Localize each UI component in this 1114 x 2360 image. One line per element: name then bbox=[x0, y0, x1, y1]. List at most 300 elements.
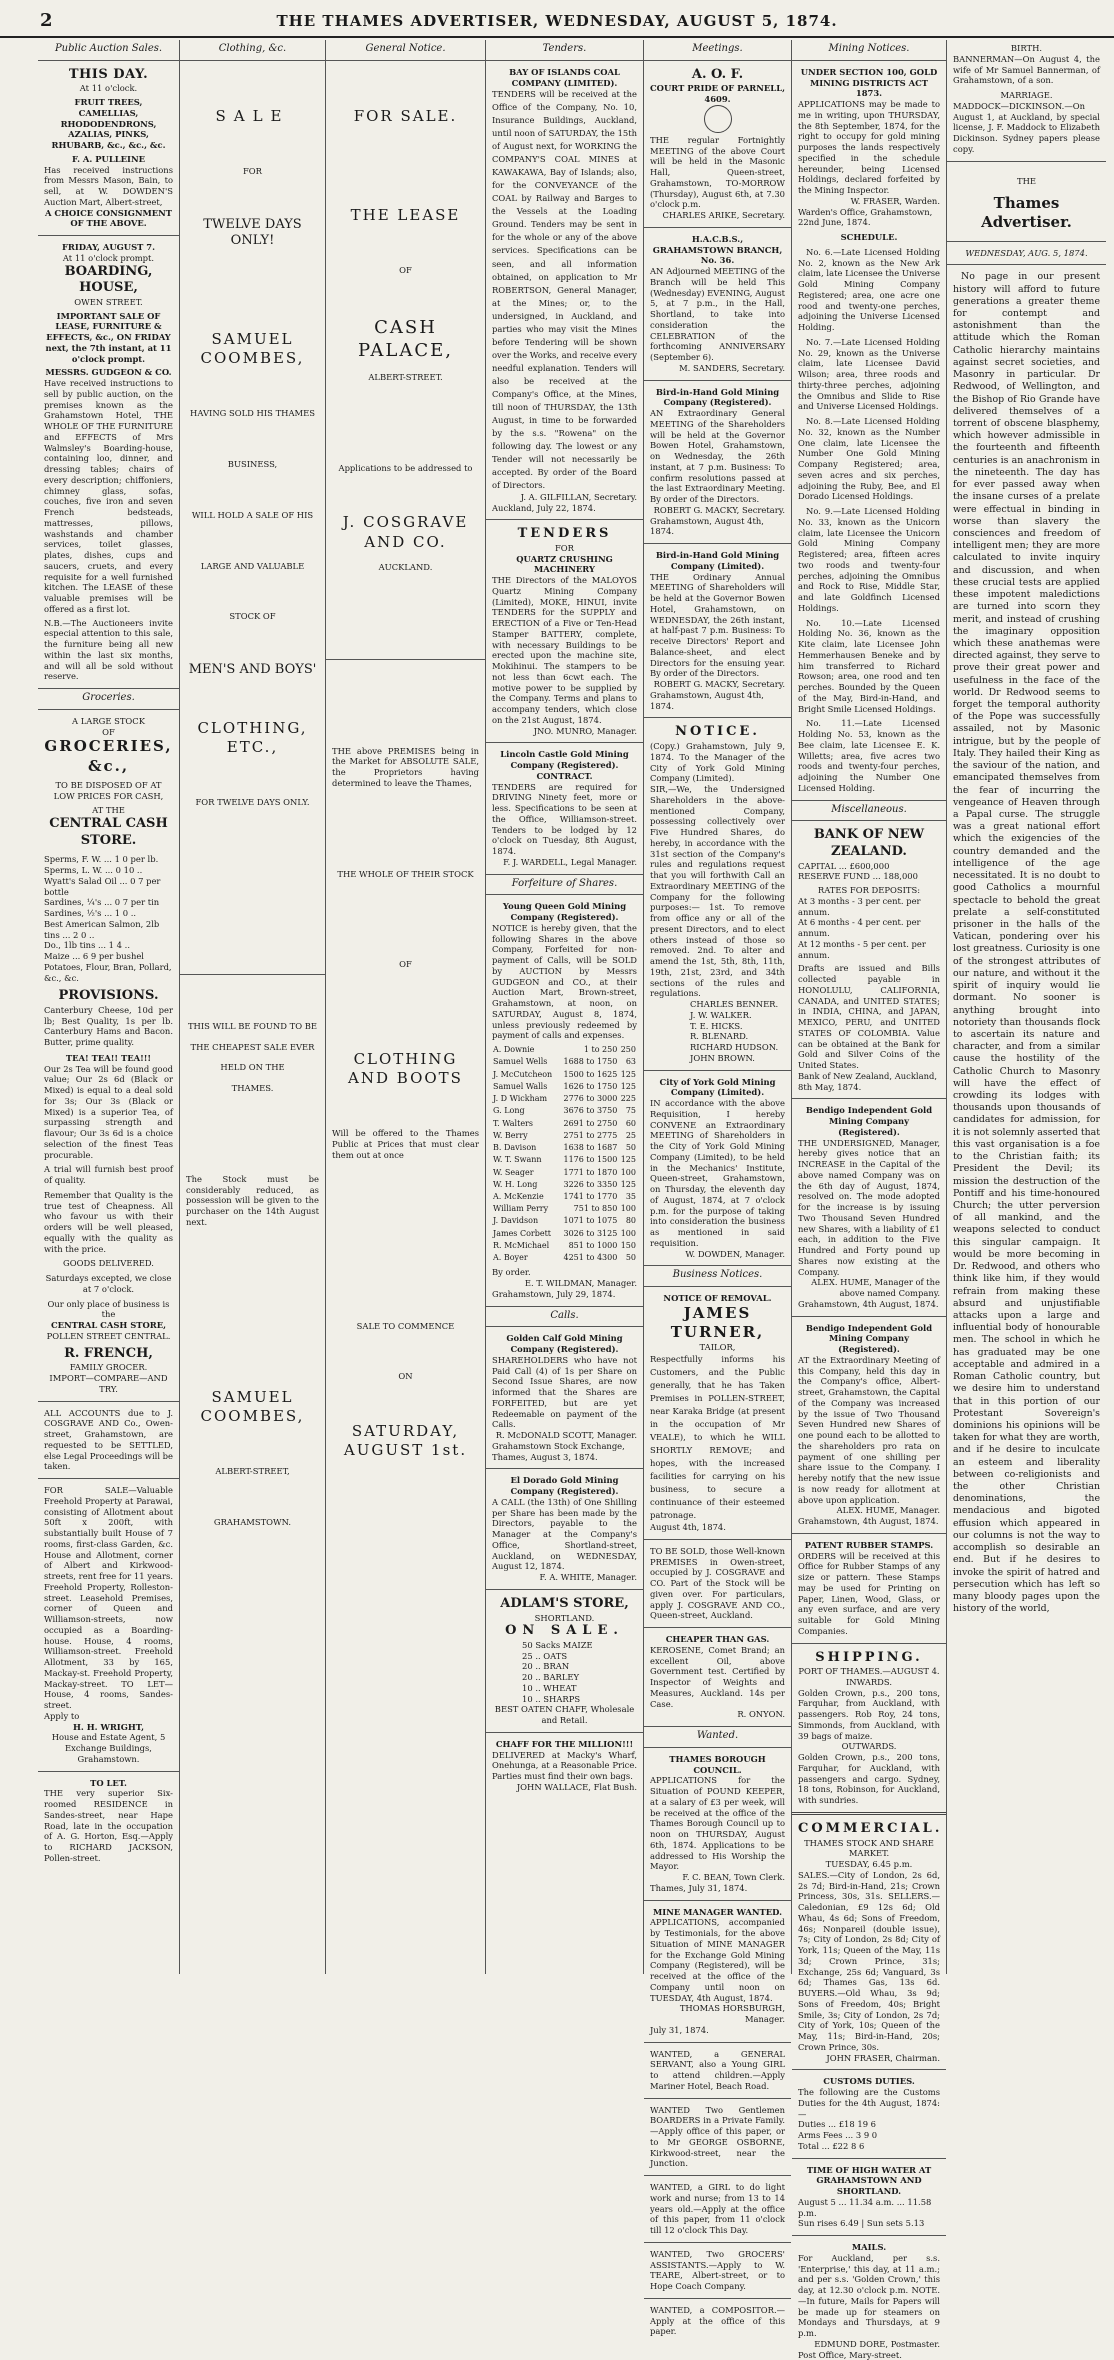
of-line: OF bbox=[399, 265, 412, 276]
share-row bbox=[492, 1130, 637, 1142]
grocer-title: FAMILY GROCER. bbox=[69, 1362, 148, 1373]
column-general bbox=[326, 40, 486, 1974]
shareholder-name: B. Davison bbox=[493, 1143, 537, 1153]
outwards-text: Golden Crown, p.s., 200 tons, Farquhar, for Auckland, with passengers and cargo. Sydney, 18 tons, Robinson, for Auckland, with sundries. bbox=[798, 1752, 940, 1806]
customs-row: Total ... £22 8 6 bbox=[798, 2140, 865, 2151]
share-row bbox=[492, 1044, 637, 1056]
sale-items bbox=[492, 1640, 637, 1705]
share-range: 1 to 250 bbox=[583, 1045, 618, 1055]
coombes-name: SAMUEL COOMBES, bbox=[200, 1387, 305, 1425]
golden-title: Golden Calf Gold Mining Company (Registered). bbox=[506, 1333, 623, 1355]
exchange-text: SALES.—City of London, 2s 6d, 2s 7d; Bird-in-Hand, 21s; Crown Princess, 30s, 31s. SELLERS.—Caledonian, £9 12s 6d; Old Whau, 4s 6d; Sons of Freedom, 46s; Nonpareil (double issue), 7s; City of London, 2s 8d; City of York, 11s; Queen of the May, 11s 3d; Crown Prince, 31s; Exchange, 25s 6d; Vanguard, 3s 6d; Thames Gas, 13s 6d. BUYERS.—Old Whau, 3s 9d; Sons of Freedom, 40s; Bright Smile, 3s; City of London, 2s 7d; City of York, 10s; Queen of the May, 11s; Bird-in-Hand, 20s; Crown Prince, 30s. bbox=[798, 1869, 940, 2052]
stock-of: STOCK OF bbox=[229, 611, 276, 622]
council-date: Thames, July 31, 1874. bbox=[650, 1882, 748, 1893]
bird-body: AN Extraordinary General MEETING of the Shareholders will be held at the Governor Bowen Hotel, Grahamstown, on Wednesday, the 26th instant, at 7 p.m. Business: To confirm resolutions passed at the last Extraordinary Meeting. By order of the Directors. bbox=[650, 408, 785, 505]
signatory: R. BLENARD. bbox=[690, 1031, 749, 1042]
york-title: City of York Gold Mining Company (Limited). bbox=[659, 1076, 776, 1098]
customs-row: Arms Fees ... 3 9 0 bbox=[798, 2130, 878, 2141]
tender-signature: J. A. GILFILLAN, Secretary. bbox=[520, 491, 637, 502]
mails-heading: MAILS. bbox=[851, 2242, 887, 2253]
tolet-heading: TO LET. bbox=[90, 1777, 127, 1788]
customs-text: The following are the Customs Duties for the 4th August, 1874:— bbox=[798, 2087, 940, 2119]
quartz-body: THE Directors of the MALOYOS Quartz Mining Company (Limited), MOKE, HINUI, invite TENDERS for the SUPPLY and ERECTION of a Five or Ten-Head Stamper BATTERY, complete, with necessary Buildings to be erected upon the machine site, Mokihinui. The stampers to be not less than 6cwt each. The motive power to be supplied by the Company. Terms and plans to accompany tenders, which close on the 21st August, 1874. bbox=[492, 575, 637, 725]
shareholder-name: William Perry bbox=[493, 1204, 549, 1214]
shareholder-name: Samuel Wells bbox=[493, 1057, 548, 1067]
sale-commence: SALE TO COMMENCE bbox=[356, 1320, 455, 1331]
customs-heading: CUSTOMS DUTIES. bbox=[823, 2076, 915, 2087]
golden-signature: R. McDONALD SCOTT, Manager. bbox=[495, 1430, 637, 1441]
editorial-date: WEDNESDAY, AUG. 5, 1874. bbox=[965, 247, 1088, 258]
under-body: APPLICATIONS may be made to me in writing, upon THURSDAY, the 8th September, 1874, for the right to occupy for gold mining purposes the lands respectively specified in the schedule hereunder, being Licensed Holdings, declared forfeited by the Mining Inspector. bbox=[798, 99, 940, 196]
share-count: 25 bbox=[625, 1130, 636, 1140]
inwards-heading: INWARDS. bbox=[846, 1676, 892, 1687]
signatory: J. W. WALKER. bbox=[690, 1009, 752, 1020]
bendigo2-body: AT the Extraordinary Meeting of this Company, held this day in the Company's office, Albert-street, Grahamstown, the Capital of the Company was increased by the issue of Two Thousand Seven Hundred new Shares of one pound each to be allotted to the shareholders pro rata on payment of one shilling per share issue to the Company. I hereby notify that the new issue is now ready for allotment at above upon application. bbox=[798, 1354, 940, 1505]
signatory: CHARLES BENNER. bbox=[690, 999, 779, 1010]
wanted-boarders: WANTED Two Gentlemen BOARDERS in a Private Family.—Apply office of this paper, or to Mr GEORGE OSBORNE, Kirkwood-street, near the Junction. bbox=[650, 2104, 785, 2169]
auckland-line: AUCKLAND. bbox=[378, 561, 433, 572]
signatory: RICHARD HUDSON. bbox=[690, 1042, 779, 1053]
turner-name: JAMES TURNER, bbox=[670, 1303, 765, 1342]
lincoln-signature: F. J. WARDELL, Legal Manager. bbox=[503, 856, 637, 867]
marriage-heading: MARRIAGE. bbox=[1000, 90, 1053, 100]
price-row: Sardines, ¼'s ... 0 7 per tin bbox=[44, 897, 160, 908]
paper-title: Thames Advertiser. bbox=[981, 194, 1072, 232]
york-signature: W. DOWDEN, Manager. bbox=[685, 1248, 785, 1259]
under-title: UNDER SECTION 100, GOLD MINING DISTRICTS ACT 1873. bbox=[800, 66, 938, 99]
share-count: 125 bbox=[620, 1155, 636, 1165]
shareholder-name: J. Davidson bbox=[493, 1216, 539, 1226]
dorado-body: A CALL (the 13th) of One Shilling per Share has been made by the Directors, payable to the Manager at the Company's Office, Shortland-street, Auckland, on WEDNESDAY, August 12, 1874. bbox=[492, 1496, 637, 1572]
council-body: APPLICATIONS for the Situation of POUND KEEPER, at a salary of £3 per week, will be received at the office of the Thames Borough Council up to noon on THURSDAY, August 6th, 1874. Applications to be addressed to His Worship the Mayor. bbox=[650, 1775, 785, 1872]
dorado-title: El Dorado Gold Mining Company (Registered). bbox=[510, 1475, 619, 1497]
warden-office: Warden's Office, Grahamstown, 22nd June, 1874. bbox=[798, 206, 933, 228]
notice-heading: NOTICE. bbox=[675, 724, 760, 740]
albert-street: ALBERT-STREET. bbox=[368, 371, 443, 382]
share-range: 2751 to 2775 bbox=[563, 1130, 618, 1140]
bendigo2-date: Grahamstown, 4th August, 1874. bbox=[798, 1516, 939, 1527]
tender-date: Auckland, July 22, 1874. bbox=[492, 502, 596, 513]
turner-date: August 4th, 1874. bbox=[650, 1522, 726, 1533]
shipping-heading: SHIPPING. bbox=[815, 1649, 923, 1665]
share-range: 1071 to 1075 bbox=[563, 1216, 618, 1226]
stock-line: A LARGE STOCK bbox=[72, 715, 145, 726]
mine-body: APPLICATIONS, accompanied by Testimonials, for the above Situation of MINE MANAGER for the Exchange Gold Mining Company (Registered), will be received at the office of the Company until noon on TUESDAY, 4th August, 1874. bbox=[650, 1917, 785, 2003]
price-row: Do., 1lb tins ... 1 4 .. bbox=[44, 940, 130, 951]
section-header: Mining Notices. bbox=[792, 40, 946, 61]
saturdays-text: Saturdays excepted, we close at 7 o'clock. bbox=[45, 1273, 172, 1294]
removal-heading: NOTICE OF REMOVAL. bbox=[663, 1293, 772, 1304]
share-row bbox=[492, 1228, 637, 1240]
share-count: 225 bbox=[620, 1094, 636, 1104]
tea-heading: TEA! TEA!! TEA!!! bbox=[65, 1052, 152, 1063]
warden-signature: W. FRASER, Warden. bbox=[850, 195, 940, 206]
bendigo-body: THE UNDERSIGNED, Manager, hereby gives notice that an INCREASE in the Capital of the above named Company was on the 6th day of August, 1874, resolved on. The mode adopted for the increase is by issuing Two Thousand Seven Hundred new Shares, with a liability of £1 each, in addition to the Five Hundred and Forty pound up Shares now existing at the Company. bbox=[798, 1137, 940, 1277]
price-row: Sardines, ½'s ... 1 0 .. bbox=[44, 908, 137, 919]
birth-text: BANNERMAN—On August 4, the wife of Mr Samuel Bannerman, of Grahamstown, of a son. bbox=[953, 53, 1100, 86]
cheaper-heading: CHEAPER THAN GAS. bbox=[665, 1634, 770, 1645]
sale-item: 10 .. WHEAT bbox=[522, 1682, 577, 1693]
share-row bbox=[492, 1142, 637, 1154]
share-range: 2776 to 3000 bbox=[563, 1094, 618, 1104]
bird2-title: Bird-in-Hand Gold Mining Company (Limited). bbox=[655, 550, 780, 571]
schedule-heading: SCHEDULE. bbox=[840, 232, 898, 243]
share-row bbox=[492, 1203, 637, 1215]
twelve-days: TWELVE DAYS ONLY! bbox=[203, 216, 302, 249]
forsale-heading: FOR SALE. bbox=[353, 106, 458, 125]
lease-heading: THE LEASE bbox=[350, 205, 461, 224]
wanted-compositor: WANTED, a COMPOSITOR.—Apply at the office of this paper. bbox=[650, 2304, 785, 2337]
share-range: 751 to 850 bbox=[573, 1204, 618, 1214]
accounts-notice: ALL ACCOUNTS due to J. COSGRAVE AND Co., Owen-street, Grahamstown, are requested to be SETTLED, else Legal Proceedings will be taken. bbox=[44, 1407, 173, 1472]
share-range: 1741 to 1770 bbox=[563, 1192, 618, 1202]
section-header: Wanted. bbox=[644, 1726, 791, 1748]
of-line: OF bbox=[102, 726, 115, 737]
section-header: Groceries. bbox=[38, 688, 179, 710]
share-range: 3026 to 3125 bbox=[563, 1228, 618, 1238]
stock-note: The Stock must be considerably reduced, as possession will be given to the purchaser on the 14th August next. bbox=[186, 1173, 319, 1227]
forsale-notice: FOR SALE—Valuable Freehold Property at Parawai, consisting of Allotment about 50ft x 200ft, with substantially built House of 7 rooms, first-class Garden, &c. House and Allotment, corner of Albert and Kirkwood-streets, rent free for 11 years. Freehold Property, Rolleston-street. Leasehold Premises, corner of Queen and Williamson-streets, now occupied as a Boarding-house. House, 4 rooms, Williamson-street. Freehold Allotment, 33 by 165, Mackay-st. Freehold Property, Mackay-street. TO LET—House, 4 rooms, Sandes-street. bbox=[44, 1485, 173, 1711]
share-count: 80 bbox=[625, 1216, 636, 1226]
share-range: 4251 to 4300 bbox=[563, 1253, 618, 1263]
mine-manager-title: MINE MANAGER WANTED. bbox=[653, 1906, 782, 1917]
ad-title: FRIDAY, AUGUST 7. bbox=[61, 242, 156, 253]
young-body: NOTICE is hereby given, that the following Shares in the above Company, Forfeited for non-payment of Calls, will be SOLD by AUCTION by Messrs GUDGEON and CO., at their Auction Mart, Brown-street, Grahamstown, at noon, on SATURDAY, August 8, 1874, unless previously redeemed by payment of calls and expenses. bbox=[492, 922, 637, 1041]
marriage-text: MADDOCK—DICKINSON.—On August 1, at Auckland, by special license, J. F. Maddock to Elizabeth Dickinson. Sydney papers please copy. bbox=[953, 100, 1100, 154]
patent-body: ORDERS will be received at this Office for Rubber Stamps of any size or pattern. These Stamps may be used for Printing on Paper, Linen, Wood, Glass, or any even surface, and are very suitable for Gold Mining Companies. bbox=[798, 1550, 940, 1636]
section-header: Miscellaneous. bbox=[792, 800, 946, 822]
albert-street: ALBERT-STREET, bbox=[215, 1465, 290, 1476]
tide-row: August 5 ... 11.34 a.m. ... 11.58 p.m. bbox=[798, 2196, 932, 2218]
hacbs-title: H.A.C.B.S., GRAHAMSTOWN BRANCH, No. 36. bbox=[652, 233, 783, 266]
ad-heading: IMPORTANT SALE OF LEASE, FURNITURE & EFFECTS, &c., ON FRIDAY next, the 7th instant, at 11 o'clock prompt. bbox=[45, 310, 172, 364]
post-office: Post Office, Mary-street. bbox=[798, 2349, 902, 2360]
rate-row: At 6 months - 4 per cent. per annum. bbox=[798, 917, 921, 939]
price-list bbox=[44, 854, 173, 983]
cosgrave-heading: J. COSGRAVE AND CO. bbox=[342, 513, 469, 551]
trial-text: A trial will furnish best proof of quality. bbox=[44, 1164, 173, 1186]
shareholder-name: T. Walters bbox=[493, 1118, 533, 1128]
share-row bbox=[492, 1252, 637, 1264]
kerosene-text: KEROSENE, Comet Brand; an excellent Oil, above Government test. Certified by Inspector of Weights and Measures, Auckland. 14s per Case. bbox=[650, 1644, 785, 1709]
tide-heading: TIME OF HIGH WATER AT GRAHAMSTOWN AND SHORTLAND. bbox=[806, 2164, 932, 2197]
share-range: 1638 to 1687 bbox=[563, 1143, 618, 1153]
pollen-street: POLLEN STREET CENTRAL. bbox=[46, 1330, 171, 1341]
lincoln-title: Lincoln Castle Gold Mining Company (Registered). bbox=[500, 749, 629, 771]
sale-heading: SALE bbox=[215, 106, 290, 125]
bird2-body: THE Ordinary Annual MEETING of Shareholders will be held at the Governor Bowen Hotel, Grahamstown, on WEDNESDAY, the 26th instant, at half-past 7 p.m. Business: To receive Directors' Report and Balance-sheet, and elect Directors for the ensuing year. By order of the Directors. bbox=[650, 571, 785, 679]
share-count: 125 bbox=[620, 1069, 636, 1079]
young-signature: E. T. WILDMAN, Manager. bbox=[524, 1278, 637, 1289]
golden-date: Grahamstown Stock Exchange, Thames, August 3, 1874. bbox=[492, 1440, 625, 1462]
golden-body: SHAREHOLDERS who have not Paid Call (4) of 1s per Share on Second Issue Shares, are now informed that the Shares are FORFEITED, but are yet Redeemable on payment of the Calls. bbox=[492, 1354, 637, 1430]
share-count: 125 bbox=[620, 1179, 636, 1189]
applications-line: Applications to be addressed to bbox=[338, 462, 473, 473]
on-line: ON bbox=[398, 1371, 413, 1382]
postmaster-signature: EDMUND DORE, Postmaster. bbox=[814, 2338, 940, 2349]
bendigo2-signature: ALEX. HUME, Manager. bbox=[836, 1505, 940, 1516]
onsale-heading: ON SALE. bbox=[505, 1623, 624, 1639]
hacbs-body: AN Adjourned MEETING of the Branch will be held This (Wednesday) EVENING, August 5, at 7 p.m., in the Hall, Shortland, to take into consideration the CELEBRATION of the forthcoming ANNIVERSARY (September 6). bbox=[650, 266, 785, 363]
exchange-heading: THAMES STOCK AND SHARE MARKET. bbox=[804, 1837, 934, 1859]
signatory: T. E. HICKS. bbox=[690, 1020, 743, 1031]
share-count: 100 bbox=[620, 1167, 636, 1177]
for-line: FOR bbox=[243, 165, 262, 176]
share-row bbox=[492, 1105, 637, 1117]
ad-items: FRUIT TREES, CAMELLIAS, RHODODENDRONS, AZALIAS, PINKS, RHUBARB, &c., &c., &c. bbox=[51, 97, 166, 151]
column-editorial bbox=[947, 40, 1106, 1974]
for-twelve: FOR TWELVE DAYS ONLY. bbox=[195, 797, 310, 808]
tender-title: BAY OF ISLANDS COAL COMPANY (LIMITED). bbox=[509, 66, 620, 88]
ad-time: At 11 o'clock. bbox=[79, 83, 138, 94]
thames-line: THAMES. bbox=[231, 1083, 274, 1094]
wanted-grocers: WANTED, Two GROCERS' ASSISTANTS.—Apply to W. TEARE, Albert-street, or to Hope Coach Company. bbox=[650, 2248, 785, 2292]
patent-heading: PATENT RUBBER STAMPS. bbox=[804, 1539, 934, 1550]
provisions-text: Canterbury Cheese, 10d per lb; Best Quality, 1s per lb. Canterbury Hams and Bacon. Butter, prime quality. bbox=[44, 1004, 173, 1048]
bendigo2-title: Bendigo Independent Gold Mining Company (Registered). bbox=[805, 1322, 933, 1355]
tide-row: Sun rises 6.49 | Sun sets 5.13 bbox=[798, 2218, 925, 2229]
wanted-girl: WANTED, a GIRL to do light work and nurse; from 13 to 14 years old.—Apply at the office of this paper, from 11 o'clock till 12 o'clock This Day. bbox=[650, 2182, 785, 2236]
share-count: 100 bbox=[620, 1204, 636, 1214]
share-count: 35 bbox=[625, 1192, 636, 1202]
share-range: 1176 to 1500 bbox=[563, 1155, 618, 1165]
shareholder-name: J. D Wickham bbox=[493, 1094, 548, 1104]
section-header: Meetings. bbox=[644, 40, 791, 61]
coombes-name: SAMUEL COOMBES, bbox=[200, 329, 305, 368]
schedule-item: No. 11.—Late Licensed Holding No. 53, known as the Bee claim, late Licensee E. K. Willetts; area, five acres two roods and twenty-four perches, adjoining the Number One Licensed Holding. bbox=[798, 718, 940, 793]
share-row bbox=[492, 1069, 637, 1081]
ad-body: Have received instructions to sell by public auction, on the premises known as the Grahamstown Hotel, THE WHOLE OF THE FURNITURE and EFFECTS of Mrs Walmsley's Boarding-house, containing loo, dinner, and dressing tables; chairs of every description; chiffoniers, chimney glass, sofas, couches, five iron and seven French bedsteads, mattresses, pillows, washstands and chamber services, toilet glasses, plates, dishes, cups and saucers, cruets, and every requisite for a well furnished kitchen. The LEASE of these valuable premises will be offered as a first lot. bbox=[44, 378, 173, 614]
signatory: JOHN BROWN. bbox=[690, 1052, 755, 1063]
shareholder-name: A. Boyer bbox=[493, 1253, 528, 1263]
share-range: 1626 to 1750 bbox=[563, 1081, 618, 1091]
bird-date: Grahamstown, August 4th, 1874. bbox=[650, 515, 764, 537]
hacbs-signature: M. SANDERS, Secretary. bbox=[679, 362, 785, 373]
tolet-text: THE very superior Six-roomed RESIDENCE in Sandes-street, near Hape Road, late in the occupation of A. G. Horton, Esq.—Apply to RICHARD JACKSON, Pollen-street. bbox=[44, 1788, 173, 1863]
at-the: AT THE bbox=[92, 805, 125, 816]
auctioneer-name: F. A. PULLEINE bbox=[72, 153, 145, 164]
section-header: Public Auction Sales. bbox=[38, 40, 179, 61]
wallace-signature: JOHN WALLACE, Flat Bush. bbox=[516, 1781, 637, 1792]
price-row: Potatoes, Flour, Bran, Pollard, &c., &c. bbox=[44, 961, 172, 983]
dispose-line: TO BE DISPOSED OF AT LOW PRICES FOR CASH, bbox=[53, 779, 164, 801]
palace-heading: CASH PALACE, bbox=[357, 316, 454, 361]
mine-date: July 31, 1874. bbox=[650, 2024, 709, 2035]
will-hold: WILL HOLD A SALE OF HIS bbox=[191, 509, 314, 520]
import-line: IMPORT—COMPARE—AND TRY. bbox=[49, 1373, 168, 1394]
bird2-signature: ROBERT G. MACKY, Secretary. bbox=[653, 679, 785, 690]
sale-item: 10 .. SHARPS bbox=[522, 1693, 581, 1704]
notice-copy: (Copy.) Grahamstown, July 9, 1874. To the Manager of the City of York Gold Mining Company (Limited). bbox=[650, 741, 785, 784]
young-order: By order. bbox=[492, 1267, 531, 1278]
editorial-text: No page in our present history will afford to future generations a greater theme for contempt and astonishment than the attitude which the Roman Catholic hierarchy maintains against secret societies, and Masonry in particular. Dr Redwood, of Wellington, and the Bishop of Rio Grande have delivered themselves of a torrent of obscene blasphemy, which however admissible in the fourteenth and fifteenth centuries is an anachronism in the nineteenth. The day has for ever passed away when the insane curses of a prelate were effectual in binding in worse than slavery the consciences and freedom of intelligent men; they are more calculated to invite inquiry and discussion, and when these crucial tests are applied these impotent maledictions are turned into scorn they merit, and instead of crushing the imaginary opposition which these anathemas were directed against, they serve to prove their great power and usefulness in the face of the world. Dr Redwood seems to forget the temporal authority of the Pope was successfully assailed, not by Masonic intrigue, but by the people of Italy. They hailed their King as the saviour of the nation, and emancipated themselves from the fear of incurring the vengeance of Heaven through a Papal curse. The struggle was a great national effort which the exigencies of the country demanded and the intelligence of the age necessitated. It is no doubt to good Catholics a mournful spectacle to behold the great prelate a self-constituted prisoner in the halls of the Vatican, pondering over his lost greatness. Curiosity is one of the strongest attributes of our nature, and without it the spirit of inquiry would lie dormant. No sooner is anything brought into notoriety than thousands flock to ascertain its nature and character, and from a similar cause the hostility of the Catholic Church to Masonry will have the effect of crowding its lodges with thousands upon thousands of candidates for admission, for it is not solemnly asserted that this vast organisation is a foe to the Christian faith; its President the Devil; its mission the destruction of the Pontiff and his time-honoured Church; the utter perversion of all mankind, and the weapons selected to conduct this singular campaign. It would be more becoming in Dr. Redwood, and others who think like him, if they would refrain from making these absurd and unjustifiable attacks upon a large and influential body of honourable men. The school in which he has graduated may be one acceptable and admired in a Roman Catholic country, but we desire him to understand that in this portion of our Protestant Sovereign's dominions his opinions will be taken for what they are worth, and if he desire to inculcate an esteem and liberality between co-religionists and the other Christian denominations, the mendacious and bigoted effusion which appeared in our columns is not the way to accomplish so desirable an end. But if he desires to invoke the spirit of hatred and persecution which has left so many bloody pages upon the history of the world, bbox=[953, 271, 1100, 1615]
schedule-item: No. 9.—Late Licensed Holding No. 33, known as the Unicorn claim, late Licensee the Unicorn Gold Mining Company Registered; area, fifteen acres two roods and twenty-four perches, adjoining the Omnibus and Rock to Rise, Middle Star, and late Goldfinch Licensed Holdings. bbox=[798, 506, 940, 613]
mens-boys: MEN'S AND BOYS' bbox=[188, 662, 317, 678]
price-row: Maize ... 6 9 per bushel bbox=[44, 951, 144, 962]
large-valuable: LARGE AND VALUABLE bbox=[200, 560, 305, 571]
schedule-item: No. 6.—Late Licensed Holding No. 2, known as the New Ark claim, late Licensee the Universe Gold Mining Company Registered; area, one acre one rood and twenty-one perches, adjoining the Universe Licensed Holding. bbox=[798, 246, 940, 333]
sale-item: 20 .. BARLEY bbox=[522, 1672, 580, 1683]
quartz-heading: QUARTZ CRUSHING MACHINERY bbox=[516, 553, 613, 575]
court-signature: CHARLES ARIKE, Secretary. bbox=[662, 210, 785, 221]
section-header: Calls. bbox=[486, 1306, 643, 1328]
mine-signature: THOMAS HORSBURGH, Manager. bbox=[679, 2003, 785, 2025]
lincoln-body: TENDERS are required for DRIVING Ninety feet, more or less. Specifications to be seen at the Office, Williamson-street. Tenders to be lodged by 12 o'clock on Tuesday, 8th August, 1874. bbox=[492, 781, 637, 857]
section-header: General Notice. bbox=[326, 40, 485, 61]
share-count: 125 bbox=[620, 1081, 636, 1091]
share-range: 3676 to 3750 bbox=[563, 1106, 618, 1116]
birth-heading: BIRTH. bbox=[1010, 43, 1043, 53]
section-header: Business Notices. bbox=[644, 1265, 791, 1287]
agent-sub: House and Estate Agent, 5 Exchange Buildings, Grahamstown. bbox=[51, 1732, 166, 1764]
share-count: 63 bbox=[625, 1057, 636, 1067]
having-sold: HAVING SOLD HIS THAMES bbox=[190, 408, 315, 419]
of-line: OF bbox=[399, 959, 412, 970]
lodge-crest-icon bbox=[704, 105, 732, 133]
tailor-line: TAILOR, bbox=[699, 1342, 736, 1353]
the-line: THE bbox=[1016, 175, 1036, 186]
tenders-heading: TENDERS bbox=[517, 526, 612, 542]
share-count: 60 bbox=[625, 1118, 636, 1128]
share-range: 851 to 1000 bbox=[568, 1240, 618, 1250]
bird-title: Bird-in-Hand Gold Mining Company (Registered). bbox=[655, 386, 780, 408]
clothing-heading: CLOTHING, ETC., bbox=[197, 718, 308, 756]
share-range: 1688 to 1750 bbox=[563, 1057, 618, 1067]
drafts-text: Drafts are issued and Bills collected payable in HONOLULU, CALIFORNIA, CANADA, and UNITED STATES; in INDIA, CHINA, and JAPAN, MEXICO, PERU, and UNITED STATES OF COLOMBIA. Value can be obtained at the Bank for Gold and Silver Coins of the United States. bbox=[798, 963, 940, 1071]
dorado-signature: F. A. WHITE, Manager. bbox=[539, 1572, 637, 1583]
share-row bbox=[492, 1056, 637, 1068]
price-row: Best American Salmon, 2lb tins ... 2 0 .. bbox=[44, 918, 160, 940]
grocer-name: R. FRENCH, bbox=[64, 1345, 153, 1361]
share-range: 1500 to 1625 bbox=[563, 1069, 618, 1079]
schedule-item: No. 8.—Late Licensed Holding No. 32, known as the Number One claim, late Licensee the Number One Gold Mining Company Registered; area, seven acres and six perches, adjoining the Ruby, Bee, and El Dorado Licensed Holdings. bbox=[798, 416, 940, 502]
masthead: THE THAMES ADVERTISER, WEDNESDAY, AUGUST 5, 1874. bbox=[276, 12, 838, 30]
share-row bbox=[492, 1093, 637, 1105]
clothing-boots: CLOTHING AND BOOTS bbox=[348, 1050, 463, 1088]
rate-row: At 12 months - 5 per cent. per annum. bbox=[798, 938, 926, 960]
contract-heading: CONTRACT. bbox=[536, 770, 593, 781]
young-date: Grahamstown, July 29, 1874. bbox=[492, 1288, 616, 1299]
rates-heading: RATES FOR DEPOSITS: bbox=[817, 885, 921, 896]
share-range: 3226 to 3350 bbox=[563, 1179, 618, 1189]
customs-row: Duties ... £18 19 6 bbox=[798, 2119, 877, 2130]
ad-title: THIS DAY. bbox=[68, 66, 149, 82]
column-auctions bbox=[38, 40, 180, 1974]
share-count: 150 bbox=[620, 1240, 636, 1250]
shareholder-name: James Corbett bbox=[493, 1228, 551, 1238]
grahamstown: GRAHAMSTOWN. bbox=[213, 1516, 292, 1527]
wanted-servant: WANTED, a GENERAL SERVANT, also a Young GIRL to attend children.—Apply Mariner Hotel, Beach Road. bbox=[650, 2048, 785, 2091]
bank-signature: Bank of New Zealand, Auckland, 8th May, 1874. bbox=[798, 1070, 938, 1092]
columns bbox=[38, 40, 1106, 2360]
remember-text: Remember that Quality is the true test of Cheapness. All who favour us with their orders will be well pleased, equally with the quality as with the price. bbox=[44, 1189, 173, 1254]
council-signature: F. C. BEAN, Town Clerk. bbox=[682, 1872, 785, 1883]
groceries-heading: GROCERIES, &c., bbox=[44, 737, 173, 775]
share-row bbox=[492, 1240, 637, 1252]
share-row bbox=[492, 1081, 637, 1093]
auctioneer-name: MESSRS. GUDGEON & CO. bbox=[45, 367, 172, 378]
share-range: 1771 to 1870 bbox=[563, 1167, 618, 1177]
shareholder-name: R. McMichael bbox=[493, 1240, 550, 1250]
only-place: Our only place of business is the bbox=[47, 1298, 170, 1320]
sale-item: 20 .. BRAN bbox=[522, 1661, 570, 1672]
bendigo-date: Grahamstown, 4th August, 1874. bbox=[798, 1298, 939, 1309]
column-mining bbox=[792, 40, 947, 2360]
column-clothing bbox=[180, 40, 326, 1974]
commercial-heading: COMMERCIAL. bbox=[798, 1820, 943, 1836]
section-header: Forfeiture of Shares. bbox=[486, 874, 643, 896]
apply-line: Apply to bbox=[44, 1710, 80, 1721]
bank-reserve: RESERVE FUND ... 188,000 bbox=[798, 871, 918, 882]
ad-time: At 11 o'clock prompt. bbox=[62, 252, 155, 263]
share-row bbox=[492, 1167, 637, 1179]
million-heading: CHAFF FOR THE MILLION!!! bbox=[495, 1738, 634, 1749]
tea-text: Our 2s Tea will be found good value; Our 2s 6d (Black or Mixed) is equal to a deal sold for 3s; Our 3s (Black or Mixed) is a superior Tea, of surpassing strength and flavour; Our 3s 6d is a choice selection of the finest Teas procurable. bbox=[44, 1063, 173, 1160]
chaff-line: BEST OATEN CHAFF, Wholesale and Retail. bbox=[494, 1704, 635, 1726]
share-count: 75 bbox=[625, 1106, 636, 1116]
mails-text: For Auckland, per s.s. 'Enterprise,' this day, at 11 a.m.; and per s.s. 'Golden Crown,' this day, at 12.30 o'clock p.m. NOTE.—In future, Mails for Papers will be made up for steamers on Mondays and Thursdays, at 9 p.m. bbox=[798, 2252, 940, 2339]
exchange-date: TUESDAY, 6.45 p.m. bbox=[825, 1859, 913, 1870]
for-line: FOR bbox=[555, 542, 574, 553]
sale-item: 50 Sacks MAIZE bbox=[522, 1639, 593, 1650]
shareholder-name: W. H. Long bbox=[493, 1179, 538, 1189]
turner-body: Respectfully informs his Customers, and the Public generally, that he has Taken Premises in POLLEN-STREET, near Karaka Bridge (at present in the occupation of Mr VEALE), to which he WILL SHORTLY REMOVE; and hopes, with the increased facilities for carrying on his business, to secure a continuance of their esteemed patronage. bbox=[650, 1353, 785, 1521]
court-body: THE regular Fortnightly MEETING of the above Court will be held in the Masonic Hall, Queen-street, Grahamstown, TO-MORROW (Thursday), August 6th, at 7.30 o'clock p.m. bbox=[650, 134, 785, 210]
bird2-date: Grahamstown, August 4th, 1874. bbox=[650, 689, 764, 711]
port-line: PORT OF THAMES.—AUGUST 4. bbox=[798, 1666, 940, 1677]
page-number: 2 bbox=[40, 10, 53, 31]
council-title: THAMES BOROUGH COUNCIL. bbox=[669, 1753, 766, 1775]
price-row: Sperms, L. W. ... 0 10 .. bbox=[44, 865, 143, 876]
share-row bbox=[492, 1215, 637, 1227]
sold-notice: TO BE SOLD, those Well-known PREMISES in Owen-street, occupied by J. COSGRAVE and CO. Part of the Stock will be given over. For particulars, apply J. COSGRAVE AND CO., Queen-street, Auckland. bbox=[650, 1545, 785, 1621]
bank-capital: CAPITAL ... £600,000 bbox=[798, 860, 890, 871]
ad-street: OWEN STREET. bbox=[74, 296, 143, 307]
shareholder-name: A. Downie bbox=[493, 1045, 535, 1055]
inwards-text: Golden Crown, p.s., 200 tons, Farquhar, from Auckland, with passengers. Rob Roy, 24 tons, Simmonds, from Auckland, with 39 bags of maize. bbox=[798, 1687, 940, 1741]
ad-consignment: A CHOICE CONSIGNMENT OF THE ABOVE. bbox=[44, 207, 173, 229]
share-row bbox=[492, 1191, 637, 1203]
adlam-heading: ADLAM'S STORE, bbox=[500, 1595, 629, 1611]
saturday-heading: SATURDAY, AUGUST 1st. bbox=[343, 1422, 468, 1460]
shares-table bbox=[492, 1044, 637, 1264]
notice-names bbox=[650, 999, 785, 1064]
tender-body: TENDERS will be received at the Office of the Company, No. 10, Insurance Buildings, Auckland, until noon of SATURDAY, the 15th of August next, for WORKING the COMPANY'S COAL MINES at KAWAKAWA, Bay of Islands; also, for the CONVEYANCE of the COAL by Railway and Barges to the Vessels at the Loading Ground. Tenders may be sent in for the whole or any of the above services. Specifications can be seen, and all information obtained, on application to Mr ROBERTSON, General Manager, at the Mines; or, to the undersigned, in Auckland, and parties who may visit the Mines before Tendering will be shown over the Works, and receive every needful explanation. Tenders will also be received at the Company's Office, at the Mines, till noon of THURSDAY, the 13th August, in time to be forwarded by the s.s. "Rowena" on the following day. The lowest or any Tender will not necessarily be accepted. By order of the Board of Directors. bbox=[492, 89, 637, 490]
court-title: COURT PRIDE OF PARNELL, 4609. bbox=[650, 83, 785, 105]
column-tenders bbox=[486, 40, 644, 1974]
ad-subtitle: BOARDING, HOUSE, bbox=[64, 263, 153, 296]
share-row bbox=[492, 1154, 637, 1166]
million-body: DELIVERED at Macky's Wharf, Onehunga, at a Reasonable Price. Parties must find their own bags. bbox=[492, 1749, 637, 1782]
shareholder-name: J. McCutcheon bbox=[493, 1069, 553, 1079]
shortland-line: SHORTLAND. bbox=[534, 1612, 595, 1623]
chairman-signature: JOHN FRASER, Chairman. bbox=[826, 2052, 940, 2063]
price-row: Wyatt's Salad Oil ... 0 7 per bottle bbox=[44, 875, 161, 897]
business-line: BUSINESS, bbox=[227, 459, 278, 470]
premises-text: THE above PREMISES being in the Market for ABSOLUTE SALE, the Proprietors having determined to leave the Thames, bbox=[332, 745, 479, 788]
page-header bbox=[0, 0, 1114, 38]
share-row bbox=[492, 1179, 637, 1191]
aof-heading: A. O. F. bbox=[691, 66, 744, 82]
schedule-item: No. 7.—Late Licensed Holding No. 29, known as the Universe claim, late Licensee David Wilson; area, three roods and thirty-three perches, adjoining the Omnibus and Slide to Rise and Universe Licensed Holdings. bbox=[798, 336, 940, 412]
section-header: Clothing, &c. bbox=[180, 40, 325, 61]
held-on: HELD ON THE bbox=[220, 1062, 285, 1073]
shareholder-name: W. Berry bbox=[493, 1130, 528, 1140]
share-count: 100 bbox=[620, 1228, 636, 1238]
bendigo-signature: ALEX. HUME, Manager of the above named Company. bbox=[811, 1277, 940, 1299]
whole-stock: THE WHOLE OF THEIR STOCK bbox=[337, 868, 474, 879]
ad-note: N.B.—The Auctioneers invite especial attention to this sale, the furniture being all new within the last six months, and will all be sold without reserve. bbox=[44, 617, 173, 682]
